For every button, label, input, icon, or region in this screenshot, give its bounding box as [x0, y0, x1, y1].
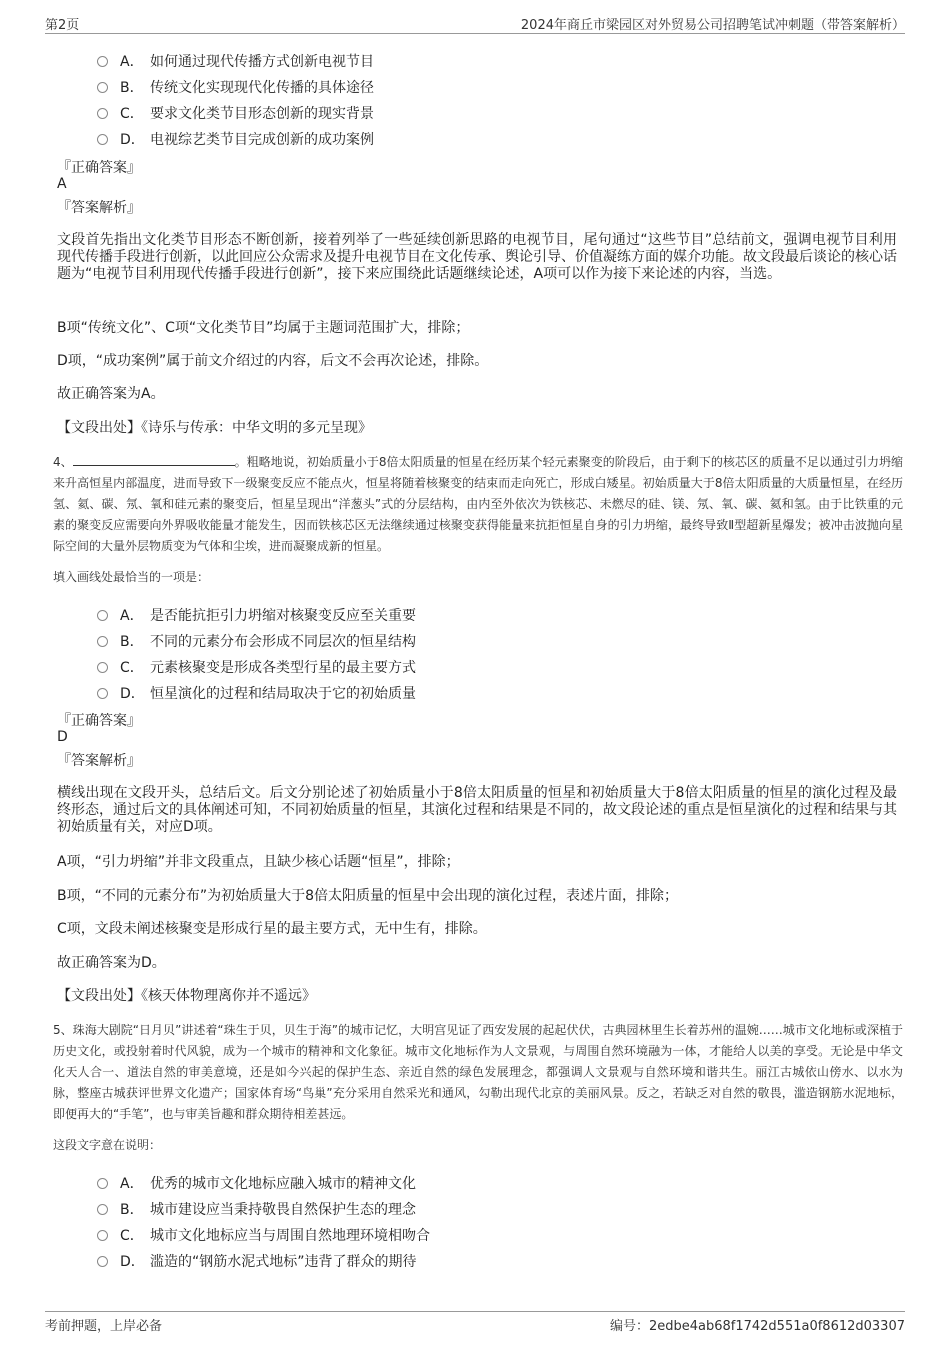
question-4-prompt: 填入画线处最恰当的一项是：: [53, 570, 210, 584]
q5-option-b[interactable]: B． 城市建设应当秉持敬畏自然保护生态的理念: [97, 1199, 416, 1219]
analysis-paragraph: D项，“成功案例”属于前文介绍过的内容，后文不会再次论述，排除。: [57, 353, 489, 369]
q4-option-a[interactable]: A． 是否能抗拒引力坍缩对核聚变反应至关重要: [97, 605, 416, 625]
footer-rule: [45, 1311, 905, 1312]
analysis-label: 『答案解析』: [57, 753, 141, 769]
radio-icon[interactable]: [97, 134, 108, 145]
analysis-paragraph: 横线出现在文段开头，总结后文。后文分别论述了初始质量小于8倍太阳质量的恒星和初始质量大于8倍太阳质量的恒星的演化过程及最终形态，通过后文的具体阐述可知，不同初始质量的恒星，其演化过程和结果是不同的，故文段论述的重点是恒星演化的过程和结果与其初始质量有关，对应D项。: [57, 785, 897, 835]
answer-label: 『正确答案』: [57, 713, 141, 729]
answer-label: 『正确答案』: [57, 160, 141, 176]
q5-option-c[interactable]: C． 城市文化地标应当与周围自然地理环境相吻合: [97, 1225, 430, 1245]
analysis-paragraph: B项，“不同的元素分布”为初始质量大于8倍太阳质量的恒星中会出现的演化过程，表述片面，排除；: [57, 888, 679, 904]
answer-value: A: [57, 176, 67, 192]
source-citation: 【文段出处】《诗乐与传承：中华文明的多元呈现》: [57, 420, 372, 436]
analysis-label: 『答案解析』: [57, 200, 141, 216]
radio-icon[interactable]: [97, 636, 108, 647]
analysis-paragraph: 故正确答案为D。: [57, 955, 166, 971]
radio-icon[interactable]: [97, 56, 108, 67]
q3-option-b[interactable]: B． 传统文化实现现代化传播的具体途径: [97, 77, 374, 97]
radio-icon[interactable]: [97, 82, 108, 93]
analysis-paragraph: C项，文段未阐述核聚变是形成行星的最主要方式，无中生有，排除。: [57, 921, 487, 937]
radio-icon[interactable]: [97, 1230, 108, 1241]
source-citation: 【文段出处】《核天体物理离你并不遥远》: [57, 988, 316, 1004]
radio-icon[interactable]: [97, 1204, 108, 1215]
q3-option-d[interactable]: D． 电视综艺类节目完成创新的成功案例: [97, 129, 374, 149]
fill-blank: [73, 454, 235, 466]
header-rule: [45, 33, 905, 34]
question-4-stem: 4、 。粗略地说，初始质量小于8倍太阳质量的恒星在经历某个轻元素聚变的阶段后，由于剩下的核芯区的质量不足以通过引力坍缩来升高恒星内部温度，进而导致下一级聚变反应不能点火，恒星将随着核聚变的结束而走向死亡，形成白矮星。初始质量大于8倍太阳质量的大质量恒星，在经历氢、氦、碳、氖、氧和硅元素的聚变后，恒星呈现出“洋葱头”式的分层结构，由内至外依次为铁核芯、未燃尽的硅、镁、氖、氧、碳、氦和氢。由于比铁重的元素的聚变反应需要向外界吸收能量才能发生，因而铁核芯区无法继续通过核聚变获得能量来抗拒恒星自身的引力坍缩，最终导致Ⅱ型超新星爆发；被冲击波抛向星际空间的大量外层物质变为气体和尘埃，进而凝聚成新的恒星。: [53, 455, 904, 553]
analysis-paragraph: B项“传统文化”、C项“文化类节目”均属于主题词范围扩大，排除；: [57, 320, 470, 336]
q4-option-b[interactable]: B． 不同的元素分布会形成不同层次的恒星结构: [97, 631, 416, 651]
q5-option-d[interactable]: D． 滥造的“钢筋水泥式地标”违背了群众的期待: [97, 1251, 417, 1271]
analysis-paragraph: 故正确答案为A。: [57, 386, 165, 402]
document-title: 2024年商丘市梁园区对外贸易公司招聘笔试冲刺题（带答案解析）: [520, 18, 905, 33]
radio-icon[interactable]: [97, 610, 108, 621]
analysis-paragraph: 文段首先指出文化类节目形态不断创新，接着列举了一些延续创新思路的电视节目，尾句通过“这些节目”总结前文，强调电视节目利用现代传播手段进行创新，以此回应公众需求及提升电视节目在文化传承、舆论引导、价值凝练方面的媒介功能。故文段最后谈论的核心话题为“电视节目利用现代传播手段进行创新”，接下来应围绕此话题继续论述，A项可以作为接下来论述的内容，当选。: [57, 232, 897, 282]
analysis-paragraph: A项，“引力坍缩”并非文段重点，且缺少核心话题“恒星”，排除；: [57, 854, 460, 870]
page-number: 第2页: [45, 18, 80, 33]
q5-option-a[interactable]: A． 优秀的城市文化地标应融入城市的精神文化: [97, 1173, 416, 1193]
radio-icon[interactable]: [97, 1178, 108, 1189]
q4-option-c[interactable]: C． 元素核聚变是形成各类型行星的最主要方式: [97, 657, 416, 677]
q4-option-d[interactable]: D． 恒星演化的过程和结局取决于它的初始质量: [97, 683, 416, 703]
q3-option-c[interactable]: C． 要求文化类节目形态创新的现实背景: [97, 103, 374, 123]
radio-icon[interactable]: [97, 108, 108, 119]
radio-icon[interactable]: [97, 662, 108, 673]
question-5-stem: 5、珠海大剧院“日月贝”讲述着“珠生于贝，贝生于海”的城市记忆，大明宫见证了西安发展的起起伏伏，古典园林里生长着苏州的温婉……城市文化地标或深植于历史文化，或投射着时代风貌，成为一个城市的精神和文化象征。城市文化地标作为人文景观，与周围自然环境融为一体，才能给人以美的享受。无论是中华文化天人合一、道法自然的审美意境，还是如今兴起的保护生态、亲近自然的绿色发展理念，都强调人文景观与自然环境和谐共生。丽江古城依山傍水、以水为脉，整座古城获评世界文化遗产；国家体育场“鸟巢”充分采用自然采光和通风，勾勒出现代北京的美丽风景。反之，若缺乏对自然的敬畏，滥造钢筋水泥地标，即便再大的“手笔”，也与审美旨趣和群众期待相差甚远。: [53, 1023, 903, 1121]
footer-slogan: 考前押题，上岸必备: [45, 1319, 163, 1334]
q3-option-a[interactable]: A． 如何通过现代传播方式创新电视节目: [97, 51, 374, 71]
radio-icon[interactable]: [97, 1256, 108, 1267]
document-id: 编号：2edbe4ab68f1742d551a0f8612d03307: [609, 1319, 905, 1334]
radio-icon[interactable]: [97, 688, 108, 699]
question-5-prompt: 这段文字意在说明：: [53, 1138, 162, 1152]
answer-value: D: [57, 729, 68, 745]
